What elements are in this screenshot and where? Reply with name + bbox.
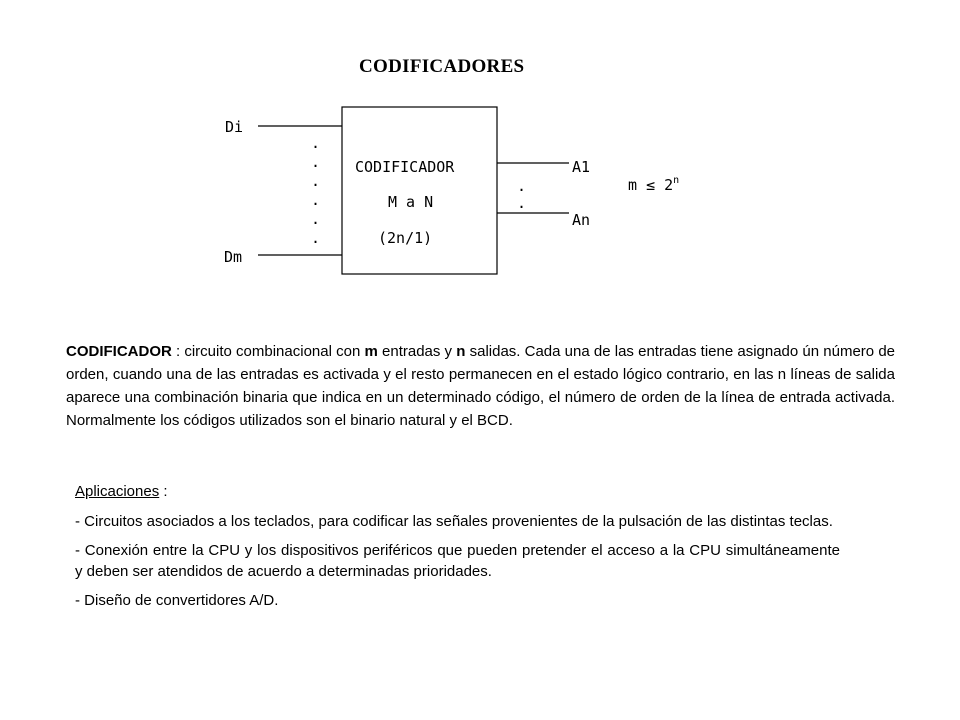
input-label-last: Dm xyxy=(224,248,243,266)
output-label-last: An xyxy=(572,211,591,229)
input-dot: . xyxy=(311,153,321,171)
encoder-diagram xyxy=(0,0,960,320)
application-item: - Diseño de convertidores A/D. xyxy=(75,592,279,609)
definition-m: m xyxy=(364,343,378,360)
block-relation: (2n/1) xyxy=(378,229,433,247)
output-dot: . xyxy=(517,177,527,195)
definition-part-1: : circuito combinacional con xyxy=(171,343,365,360)
applications-heading-label: Aplicaciones xyxy=(75,483,160,500)
applications-section xyxy=(75,481,840,619)
input-label-first: Di xyxy=(225,118,244,136)
output-dot: . xyxy=(517,194,527,212)
application-item: - Conexión entre la CPU y los dispositivos periféricos que pueden pretender el acceso a la CPU simultáneamente y deben ser atendidos de acuerdo a determinadas prioridades. xyxy=(75,542,840,580)
condition-base: m ≤ 2 xyxy=(628,176,674,194)
encoder-definition xyxy=(66,340,895,432)
block-mapping: M a N xyxy=(388,193,434,211)
block-name: CODIFICADOR xyxy=(355,158,455,176)
application-item: - Circuitos asociados a los teclados, para codificar las señales provenientes de la pulsación de las distintas teclas. xyxy=(75,513,833,530)
input-dot: . xyxy=(311,172,321,190)
input-dot: . xyxy=(311,229,321,247)
applications-heading-suffix: : xyxy=(159,483,168,500)
definition-n: n xyxy=(456,343,466,360)
condition-exponent: n xyxy=(673,175,680,186)
encoder-block xyxy=(342,107,497,274)
definition-part-3: salidas. Cada una de las entradas tiene asignado ún número de orden, cuando una de las entradas es activada y el resto permanecen en el estado lógico contrario, en las n líneas de salida aparece una combinación binaria que indica en un determinado código, el número de orden de la línea de entrada activada. Normalmente los códigos utilizados son el binario natural y el BCD. xyxy=(66,343,896,429)
condition-formula xyxy=(628,175,679,194)
input-dot: . xyxy=(311,210,321,228)
definition-part-2: entradas y xyxy=(377,343,457,360)
applications-heading xyxy=(75,481,840,502)
input-dot: . xyxy=(311,191,321,209)
page-title: CODIFICADORES xyxy=(359,56,525,77)
definition-term: CODIFICADOR xyxy=(66,343,172,360)
output-label-first: A1 xyxy=(572,158,591,176)
input-dot: . xyxy=(311,134,321,152)
